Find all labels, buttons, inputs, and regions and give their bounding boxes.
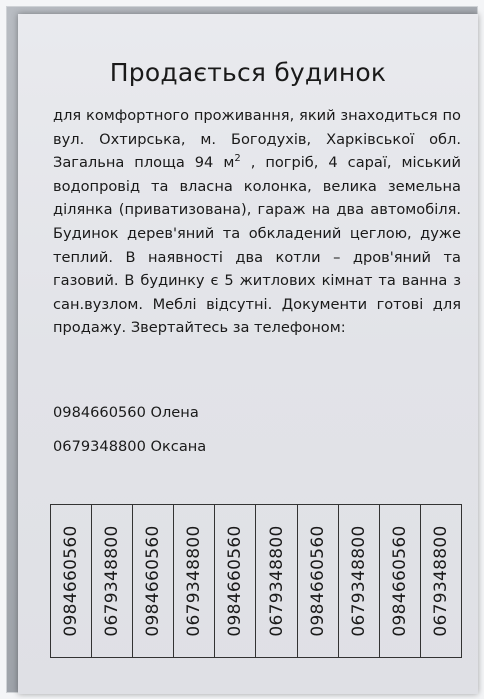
tear-tab-phone: 0984660560 <box>389 525 410 637</box>
tear-tab-phone: 0679348800 <box>184 525 205 637</box>
tear-tab <box>174 505 215 657</box>
tear-tab <box>256 505 297 657</box>
tear-tab-phone: 0679348800 <box>102 525 123 637</box>
notice-body-text-continued: , погріб, 4 сараї, міський водопровід та власна колонка, велика земельна ділянка (приватизована), гараж на два автомобіля. Будинок дерев'яний та обкладений цеглою, дуже теплий. В наявності два котли – дров'яний та газовий. В будинку є 5 житлових кімнат та ванна з сан.вузлом. Меблі відсутні. Документи готові для продажу. Звертайтесь за телефоном: <box>53 154 461 337</box>
tear-tab-phone: 0679348800 <box>266 525 287 637</box>
notice-paper <box>18 14 478 694</box>
notice-title: Продається будинок <box>109 58 387 87</box>
tear-tab <box>298 505 339 657</box>
tear-tab-phone: 0679348800 <box>430 525 451 637</box>
tear-tab-phone: 0984660560 <box>61 525 82 637</box>
tear-tab <box>421 505 462 657</box>
notice-body-text: для комфортного проживання, який знаходиться по вул. Охтирська, м. Богодухів, Харківської обл. Загальна площа 94 м <box>53 107 461 172</box>
tear-tab-phone: 0984660560 <box>143 525 164 637</box>
tear-tab-phone: 0984660560 <box>225 525 246 637</box>
tear-tab <box>92 505 133 657</box>
contact-olena: 0984660560 Олена <box>53 404 199 421</box>
tear-off-tabs <box>50 504 462 658</box>
contact-oksana: 0679348800 Оксана <box>53 438 207 455</box>
area-unit-superscript: 2 <box>234 153 241 165</box>
tear-tab-phone: 0984660560 <box>307 525 328 637</box>
notice-body <box>53 104 461 340</box>
tear-tab <box>51 505 92 657</box>
tear-tab <box>133 505 174 657</box>
tear-tab <box>380 505 421 657</box>
tear-tab <box>339 505 380 657</box>
tear-tab <box>215 505 256 657</box>
tear-tab-phone: 0679348800 <box>348 525 369 637</box>
